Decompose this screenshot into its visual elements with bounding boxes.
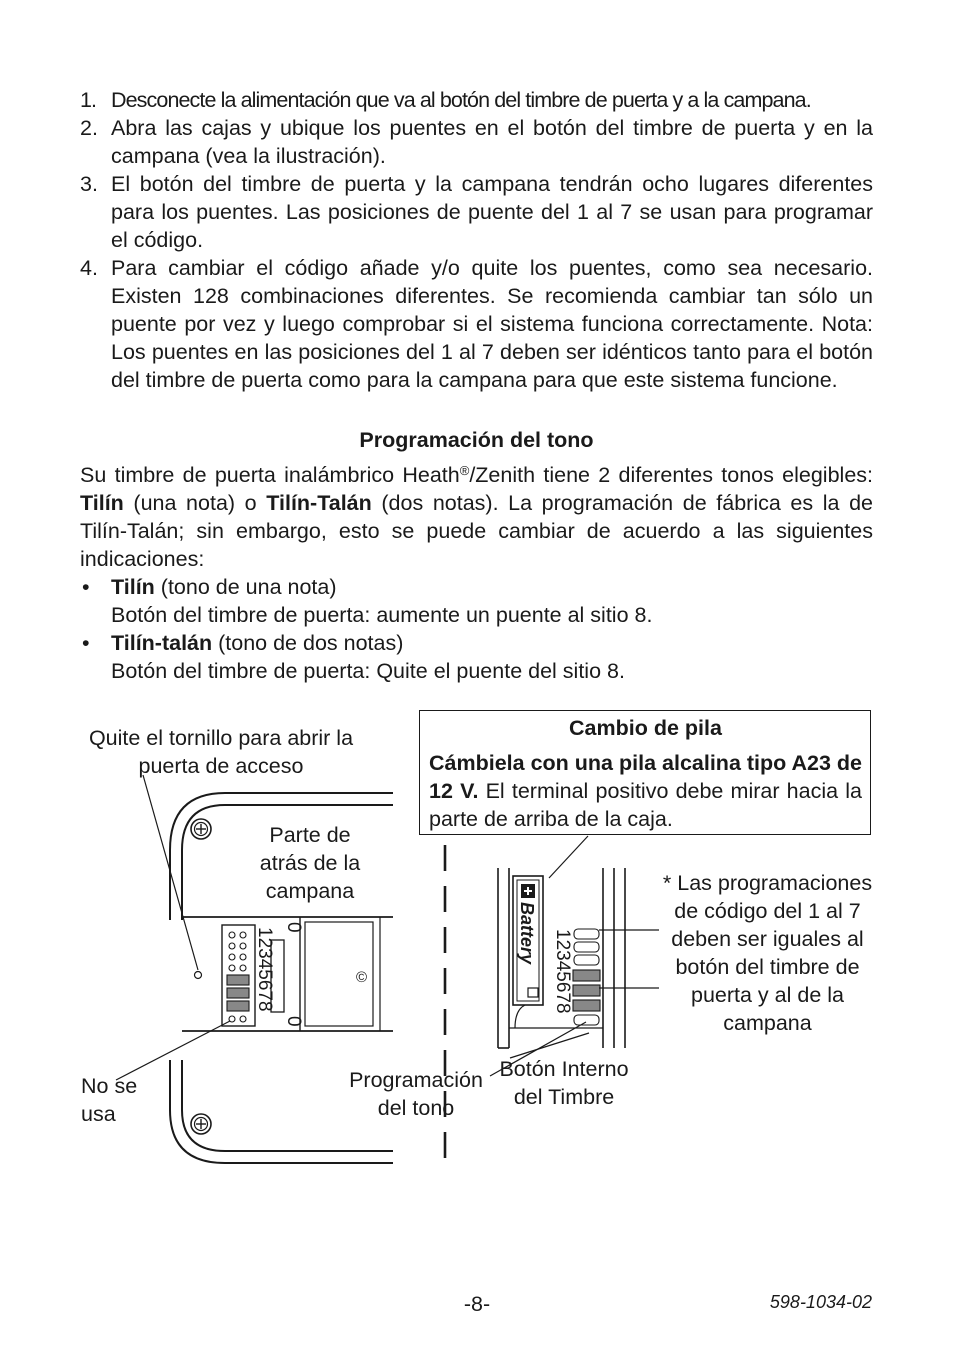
- step-text: Abra las cajas y ubique los puentes en el botón del timbre de puerta y en la campana (vea la ilustración).: [111, 116, 873, 168]
- label-code-settings: * Las programaciones de código del 1 al 7 deben ser iguales al botón del timbre de puerta y al de la campana: [662, 871, 873, 1035]
- jumper-numbers-button: 12345678: [552, 929, 573, 1014]
- label-chime-back: Parte de atrás de la campana: [259, 823, 361, 903]
- option-desc: (tono de dos notas): [212, 631, 404, 655]
- step-text: Desconecte la alimentación que va al botón del timbre de puerta y a la campana.: [111, 88, 811, 112]
- step-number: 1.: [80, 88, 97, 112]
- screw-icon: [191, 1114, 211, 1134]
- zero-mark: 0: [283, 1016, 304, 1027]
- jumper-numbers-chime: 12345678: [254, 927, 275, 1012]
- document-code: 598-1034-02: [769, 1292, 872, 1312]
- label-internal-button: Botón Interno del Timbre: [499, 1057, 629, 1109]
- label-tone-programming: Programación del tono: [349, 1068, 483, 1120]
- option-detail: Botón del timbre de puerta: aumente un puente al sitio 8.: [111, 603, 653, 627]
- intro-text: (una nota) o: [123, 491, 267, 515]
- jumper-pins-chime: [227, 932, 249, 1022]
- battery-box-title: Cambio de pila: [569, 716, 722, 740]
- intro-text: (dos notas). La programación de fábrica es la de Tilín-Talán; sin embargo, esto se puede cambiar de acuerdo a las siguientes indicaciones:: [80, 491, 873, 571]
- battery-box-rest: El terminal positivo debe mirar hacia la parte de arriba de la caja.: [429, 779, 862, 831]
- bullet-point: •: [82, 575, 90, 599]
- option-term: Tilín-talán: [111, 631, 213, 655]
- label-not-used: No se usa: [81, 1074, 138, 1126]
- option-desc: (tono de una nota): [154, 575, 337, 599]
- tilin-talan-term: Tilín-Talán: [266, 491, 372, 515]
- battery-icon: [513, 876, 543, 1005]
- jumper-pins-button: [573, 929, 600, 1025]
- intro-text: /Zenith tiene 2 diferentes tonos elegibles:: [469, 463, 873, 487]
- battery-label: Battery: [517, 902, 537, 965]
- section-title: Programación del tono: [359, 428, 594, 452]
- step-number: 3.: [80, 172, 98, 196]
- registered-mark: ®: [459, 463, 470, 478]
- option-term: Tilín: [111, 575, 155, 599]
- step-number: 2.: [80, 116, 98, 140]
- bullet-point: •: [82, 631, 90, 655]
- leader-lines: [116, 775, 659, 1080]
- option-detail: Botón del timbre de puerta: Quite el puente del sitio 8.: [111, 659, 625, 683]
- screw-icon: [191, 819, 211, 839]
- zero-mark: 0: [283, 922, 304, 933]
- step-text: El botón del timbre de puerta y la campana tendrán ocho lugares diferentes para los puentes. Las posiciones de puente del 1 al 7 se usan para programar el código.: [111, 172, 873, 252]
- label-screw: Quite el tornillo para abrir la puerta de acceso: [88, 726, 354, 778]
- battery-box-bold: Cámbiela con una pila alcalina tipo A23 de 12 V.: [429, 751, 862, 803]
- step-number: 4.: [80, 256, 98, 280]
- intro-text: Su timbre de puerta inalámbrico Heath: [80, 463, 460, 487]
- tilin-term: Tilín: [80, 491, 124, 515]
- step-text: Para cambiar el código añade y/o quite los puentes, como sea necesario. Existen 128 combinaciones diferentes. Se recomienda cambiar tan sólo un puente por vez y luego comprobar si el sistema funciona correctamente. Nota: Los puentes en las posiciones del 1 al 7 deben ser idénticos tanto para el botón del timbre de puerta como para la campana para que este sistema funcione.: [111, 256, 873, 392]
- page-number: -8-: [463, 1292, 491, 1316]
- copyright-icon: ©: [356, 969, 368, 986]
